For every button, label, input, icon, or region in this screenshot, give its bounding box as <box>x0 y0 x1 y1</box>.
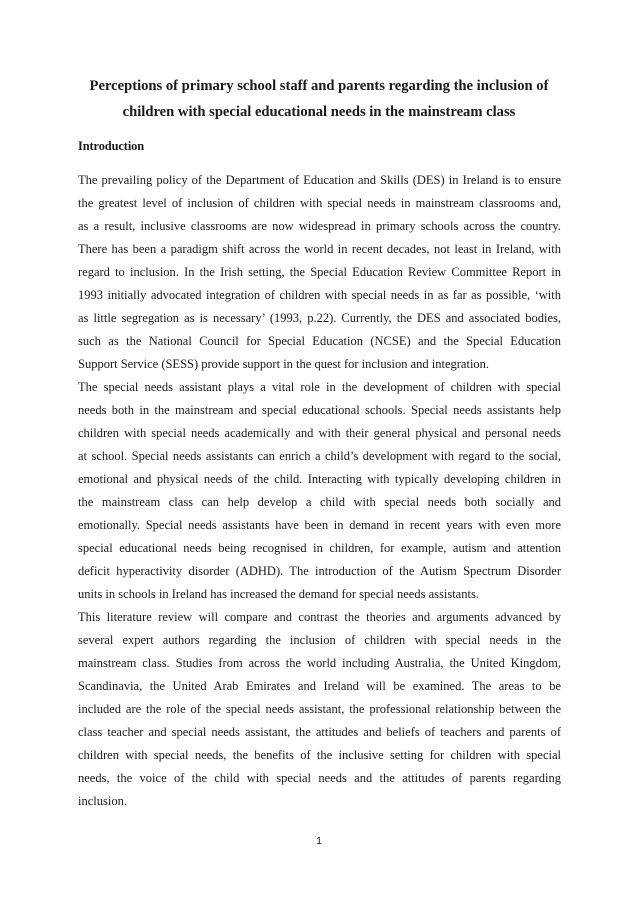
paragraph-3 <box>78 606 561 813</box>
text-line: The prevailing policy of the Department of Education and Skills (DES) in Ireland is to ensure <box>78 173 561 187</box>
text-line: children with special needs academically and with their general physical and personal needs <box>78 426 561 441</box>
text-line: emotionally. Special needs assistants have been in demand in recent years with even more <box>78 518 561 533</box>
paragraph-2 <box>78 376 561 606</box>
text-line: The special needs assistant plays a vital role in the development of children with special <box>78 380 561 394</box>
text-line: such as the National Council for Special Education (NCSE) and the Special Education <box>78 334 561 349</box>
text-line: special educational needs being recognised in children, for example, autism and attention <box>78 541 561 556</box>
text-line: Scandinavia, the United Arab Emirates and Ireland will be examined. The areas to be <box>78 679 561 694</box>
text-line: This literature review will compare and contrast the theories and arguments advanced by <box>78 610 561 624</box>
text-line: emotional and physical needs of the child. Interacting with typically developing children in <box>78 472 561 487</box>
page-number: 1 <box>316 835 322 847</box>
text-line: at school. Special needs assistants can enrich a child’s development with regard to the social, <box>78 449 561 464</box>
text-line: units in schools in Ireland has increased the demand for special needs assistants. <box>78 587 479 602</box>
text-line: children with special needs, the benefits of the inclusive setting for children with special <box>78 748 561 763</box>
paragraph-1 <box>78 169 561 376</box>
document-title-line: Perceptions of primary school staff and parents regarding the inclusion of <box>89 78 549 94</box>
text-line: as a result, inclusive classrooms are now widespread in primary schools across the country. <box>78 219 561 234</box>
text-line: regard to inclusion. In the Irish setting, the Special Education Review Committee Report in <box>78 265 561 280</box>
text-line: several expert authors regarding the inclusion of children with special needs in the <box>78 633 561 648</box>
document-title <box>72 73 566 125</box>
text-line: needs both in the mainstream and special educational schools. Special needs assistants help <box>78 403 561 418</box>
document-title-line: children with special educational needs in the mainstream class <box>122 104 516 120</box>
section-heading-introduction: Introduction <box>78 139 145 153</box>
text-line: deficit hyperactivity disorder (ADHD). The introduction of the Autism Spectrum Disorder <box>78 564 561 579</box>
text-line: included are the role of the special needs assistant, the professional relationship between the <box>78 702 561 717</box>
text-line: mainstream class. Studies from across the world including Australia, the United Kingdom, <box>78 656 561 671</box>
text-line: the greatest level of inclusion of children with special needs in mainstream classrooms and, <box>78 196 561 211</box>
text-line: inclusion. <box>78 794 127 809</box>
text-line: needs, the voice of the child with special needs and the attitudes of parents regarding <box>78 771 561 786</box>
text-line: Support Service (SESS) provide support in the quest for inclusion and integration. <box>78 357 490 372</box>
text-line: There has been a paradigm shift across the world in recent decades, not least in Ireland, with <box>78 242 561 257</box>
text-line: 1993 initially advocated integration of children with special needs in as far as possible, ‘with <box>78 288 561 303</box>
text-line: class teacher and special needs assistant, the attitudes and beliefs of teachers and parents of <box>78 725 561 740</box>
text-line: the mainstream class can help develop a child with special needs both socially and <box>78 495 561 510</box>
text-line: as little segregation as is necessary’ (1993, p.22). Currently, the DES and associated bodies, <box>78 311 561 326</box>
